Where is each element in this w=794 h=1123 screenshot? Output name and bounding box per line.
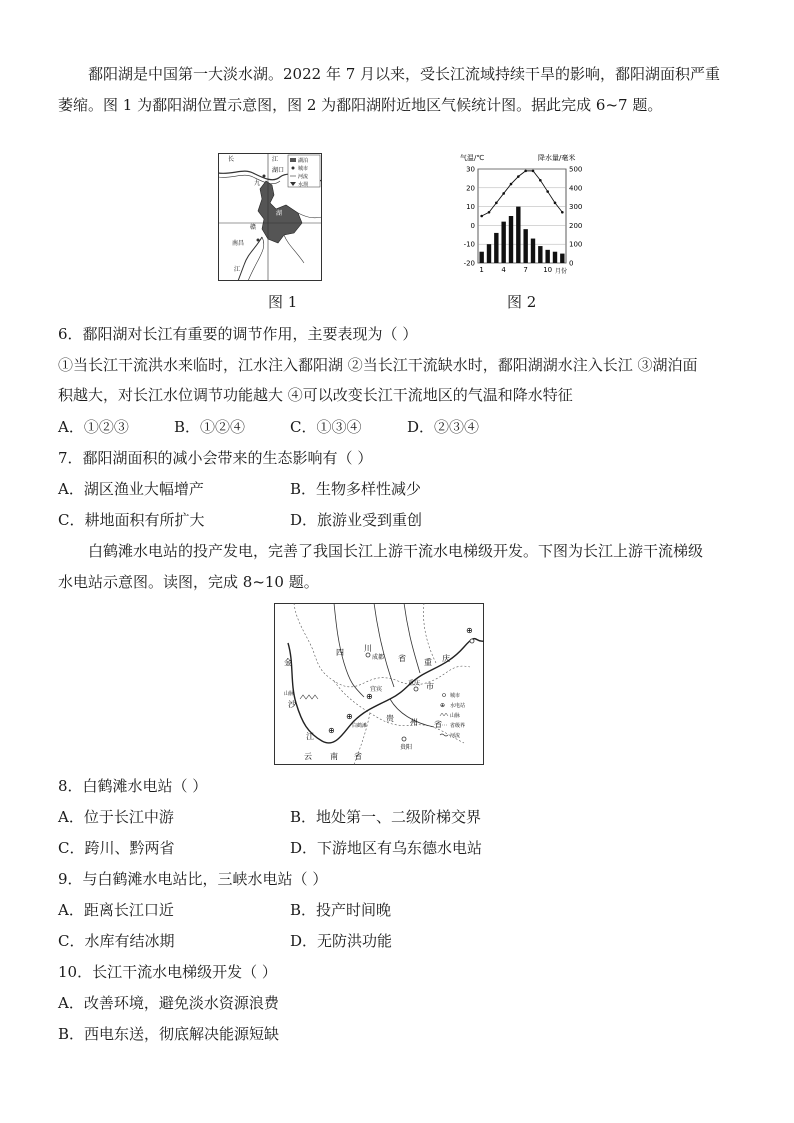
- station-baihetan-icon: ⊕: [346, 712, 353, 721]
- right-tick-label: 200: [569, 221, 583, 230]
- right-axis-title: 降水量/毫米: [538, 154, 576, 162]
- q10-option-b[interactable]: B．西电东送，彻底解决能源短缺: [58, 1025, 280, 1043]
- q10-stem: 10．长江干流水电梯级开发（ ）: [58, 963, 277, 981]
- right-tick-label: 300: [569, 203, 583, 212]
- q7-option-a[interactable]: A．湖区渔业大幅增产: [58, 480, 204, 498]
- q8-option-d[interactable]: D．下游地区有乌东德水电站: [290, 839, 483, 857]
- temperature-point: [532, 170, 535, 173]
- label-hukou: 湖口: [272, 167, 285, 174]
- label-sichuan-2: 川: [364, 644, 372, 653]
- temperature-point: [510, 183, 513, 186]
- left-axis-title: 气温/℃: [460, 154, 485, 162]
- precip-bar: [531, 239, 535, 263]
- q7-option-b[interactable]: B．生物多样性减少: [290, 480, 422, 498]
- label-shanmai: 山脉: [284, 691, 295, 697]
- legend-city-label: 城市: [298, 166, 309, 172]
- label-guiyang: 贵阳: [400, 744, 413, 751]
- q6-option-b[interactable]: B．①②④: [174, 418, 246, 436]
- intro1-line2: 萎缩。图 1 为鄱阳湖位置示意图，图 2 为鄱阳湖附近地区气候统计图。据此完成 6~7 题。: [58, 96, 663, 114]
- left-tick-label: -10: [463, 240, 475, 249]
- legend-city-icon: [443, 694, 446, 697]
- temperature-line: [482, 171, 563, 216]
- temperature-point: [561, 211, 564, 214]
- label-nan: 南: [330, 752, 338, 761]
- legend-lake-swatch: [290, 158, 296, 162]
- x-tick-label: 4: [501, 266, 506, 274]
- q8-option-b[interactable]: B．地处第一、二级阶梯交界: [290, 808, 482, 826]
- label-gan: 赣: [250, 224, 257, 231]
- intro2-line1: 白鹤滩水电站的投产发电，完善了我国长江上游干流水电梯级开发。下图为长江上游干流梯级: [88, 542, 704, 560]
- legend-city-dot: [292, 167, 295, 170]
- label-river-top: 长: [228, 156, 235, 163]
- temperature-point: [488, 211, 491, 214]
- legend-station: 水电站: [450, 703, 466, 709]
- label-yibin: 宜宾: [370, 686, 383, 693]
- x-tick-label: 7: [523, 266, 528, 274]
- label-jin: 金: [284, 658, 292, 667]
- label-river-top2: 江: [272, 156, 279, 163]
- q8-stem: 8．白鹤滩水电站（ ）: [58, 777, 208, 795]
- right-tick-label: 100: [569, 240, 583, 249]
- label-sichuan-1: 四: [336, 648, 344, 657]
- legend-river-label: 河流: [298, 174, 309, 180]
- label-lake: 湖: [276, 210, 283, 217]
- right-tick-label: 400: [569, 184, 583, 193]
- station-sanxia-icon: ⊕: [466, 626, 473, 635]
- q10-option-a[interactable]: A．改善环境，避免淡水资源浪费: [58, 994, 279, 1012]
- legend-river: 河流: [450, 733, 461, 739]
- q9-option-d[interactable]: D．无防洪功能: [290, 932, 393, 950]
- left-tick-label: 30: [466, 165, 475, 174]
- legend-border: 省级界: [450, 723, 466, 729]
- precip-bar: [545, 250, 549, 263]
- precip-bar: [501, 222, 505, 263]
- precip-bar: [560, 254, 564, 263]
- q6-option-d[interactable]: D．②③④: [407, 418, 480, 436]
- precip-bar: [479, 252, 483, 263]
- intro1-line1: 鄱阳湖是中国第一大淡水湖。2022 年 7 月以来，受长江流域持续干旱的影响，鄱阳湖面积严重: [88, 65, 721, 83]
- label-chong: 重: [424, 658, 432, 667]
- label-jiujiang: 九: [254, 180, 261, 187]
- temperature-point: [502, 192, 505, 195]
- plot-frame: [478, 169, 566, 263]
- station-xiangjiaba-icon: ⊕: [366, 692, 373, 701]
- q9-stem: 9．与白鹤滩水电站比，三峡水电站（ ）: [58, 870, 328, 888]
- q9-option-a[interactable]: A．距离长江口近: [58, 901, 174, 919]
- label-jiang: 江: [306, 732, 314, 741]
- temperature-point: [480, 215, 483, 218]
- q8-option-a[interactable]: A．位于长江中游: [58, 808, 174, 826]
- q9-option-b[interactable]: B．投产时间晚: [290, 901, 392, 919]
- precip-bar: [553, 252, 557, 263]
- figure1-map: [218, 153, 322, 281]
- label-sha: 沙: [288, 700, 296, 709]
- legend-city: 城市: [450, 693, 461, 699]
- left-tick-label: 10: [466, 203, 475, 212]
- legend-station-icon: ⊕: [440, 702, 446, 709]
- yangtze-hydropower-map: [274, 603, 484, 765]
- intro2-line2: 水电站示意图。读图，完成 8~10 题。: [58, 573, 319, 591]
- station-wudongde-icon: ⊕: [328, 726, 335, 735]
- q6-stem: 6．鄱阳湖对长江有重要的调节作用，主要表现为（ ）: [58, 325, 418, 343]
- x-tick-label: 10: [543, 266, 553, 274]
- temperature-point: [495, 202, 498, 205]
- q6-option-c[interactable]: C．①③④: [290, 418, 362, 436]
- temperature-point: [517, 175, 520, 178]
- temperature-point: [554, 202, 557, 205]
- label-qing: 庆: [442, 654, 450, 663]
- label-shi: 市: [426, 682, 434, 691]
- x-axis-unit: 月份: [555, 268, 568, 275]
- q9-option-c[interactable]: C．水库有结冰期: [58, 932, 175, 950]
- label-sheng-2: 省: [434, 720, 442, 729]
- right-tick-label: 500: [569, 165, 583, 174]
- q6-option-a[interactable]: A．①②③: [58, 418, 129, 436]
- left-tick-label: 20: [466, 184, 475, 193]
- label-yunnan: 云: [304, 752, 312, 761]
- q7-stem: 7．鄱阳湖面积的减小会带来的生态影响有（ ）: [58, 449, 373, 467]
- precip-bar: [538, 246, 542, 263]
- precip-bar: [516, 207, 520, 263]
- temperature-point: [539, 179, 542, 182]
- label-baihetan: 白鹤滩: [352, 723, 368, 729]
- x-tick-label: 1: [479, 266, 484, 274]
- legend-dam-label: 水坝: [298, 182, 309, 188]
- precip-bar: [523, 229, 527, 263]
- label-chongqing-city: 重庆: [408, 680, 421, 687]
- legend-mountain: 山脉: [450, 713, 461, 719]
- right-tick-label: 0: [569, 259, 574, 268]
- figure2-climate-chart: [456, 151, 592, 279]
- figure2-caption: 图 2: [507, 293, 537, 311]
- label-guizhou-1: 贵: [386, 714, 394, 723]
- left-tick-label: 0: [470, 221, 475, 230]
- q7-option-c[interactable]: C．耕地面积有所扩大: [58, 511, 205, 529]
- left-tick-label: -20: [463, 259, 475, 268]
- label-nanchang: 南昌: [232, 240, 245, 247]
- legend-lake-label: 湖泊: [298, 158, 309, 164]
- precip-bar: [494, 233, 498, 263]
- q6-line1: ①当长江干流洪水来临时，江水注入鄱阳湖 ②当长江干流缺水时，鄱阳湖湖水注入长江 ③湖泊面: [58, 356, 698, 374]
- q6-line2: 积越大，对长江水位调节功能越大 ④可以改变长江干流地区的气温和降水特征: [58, 386, 573, 404]
- label-zhou: 州: [410, 718, 418, 727]
- label-sheng-1: 省: [398, 654, 406, 663]
- figure1-caption: 图 1: [268, 293, 298, 311]
- temperature-point: [546, 190, 549, 193]
- q8-option-c[interactable]: C．跨川、黔两省: [58, 839, 175, 857]
- precip-bar: [509, 216, 513, 263]
- label-sheng-3: 省: [354, 752, 362, 761]
- temperature-point: [524, 170, 527, 173]
- label-chengdu: 成都: [372, 654, 385, 661]
- precip-bar: [487, 244, 491, 263]
- q7-option-d[interactable]: D．旅游业受到重创: [290, 511, 423, 529]
- label-river-bottom: 江: [234, 266, 241, 273]
